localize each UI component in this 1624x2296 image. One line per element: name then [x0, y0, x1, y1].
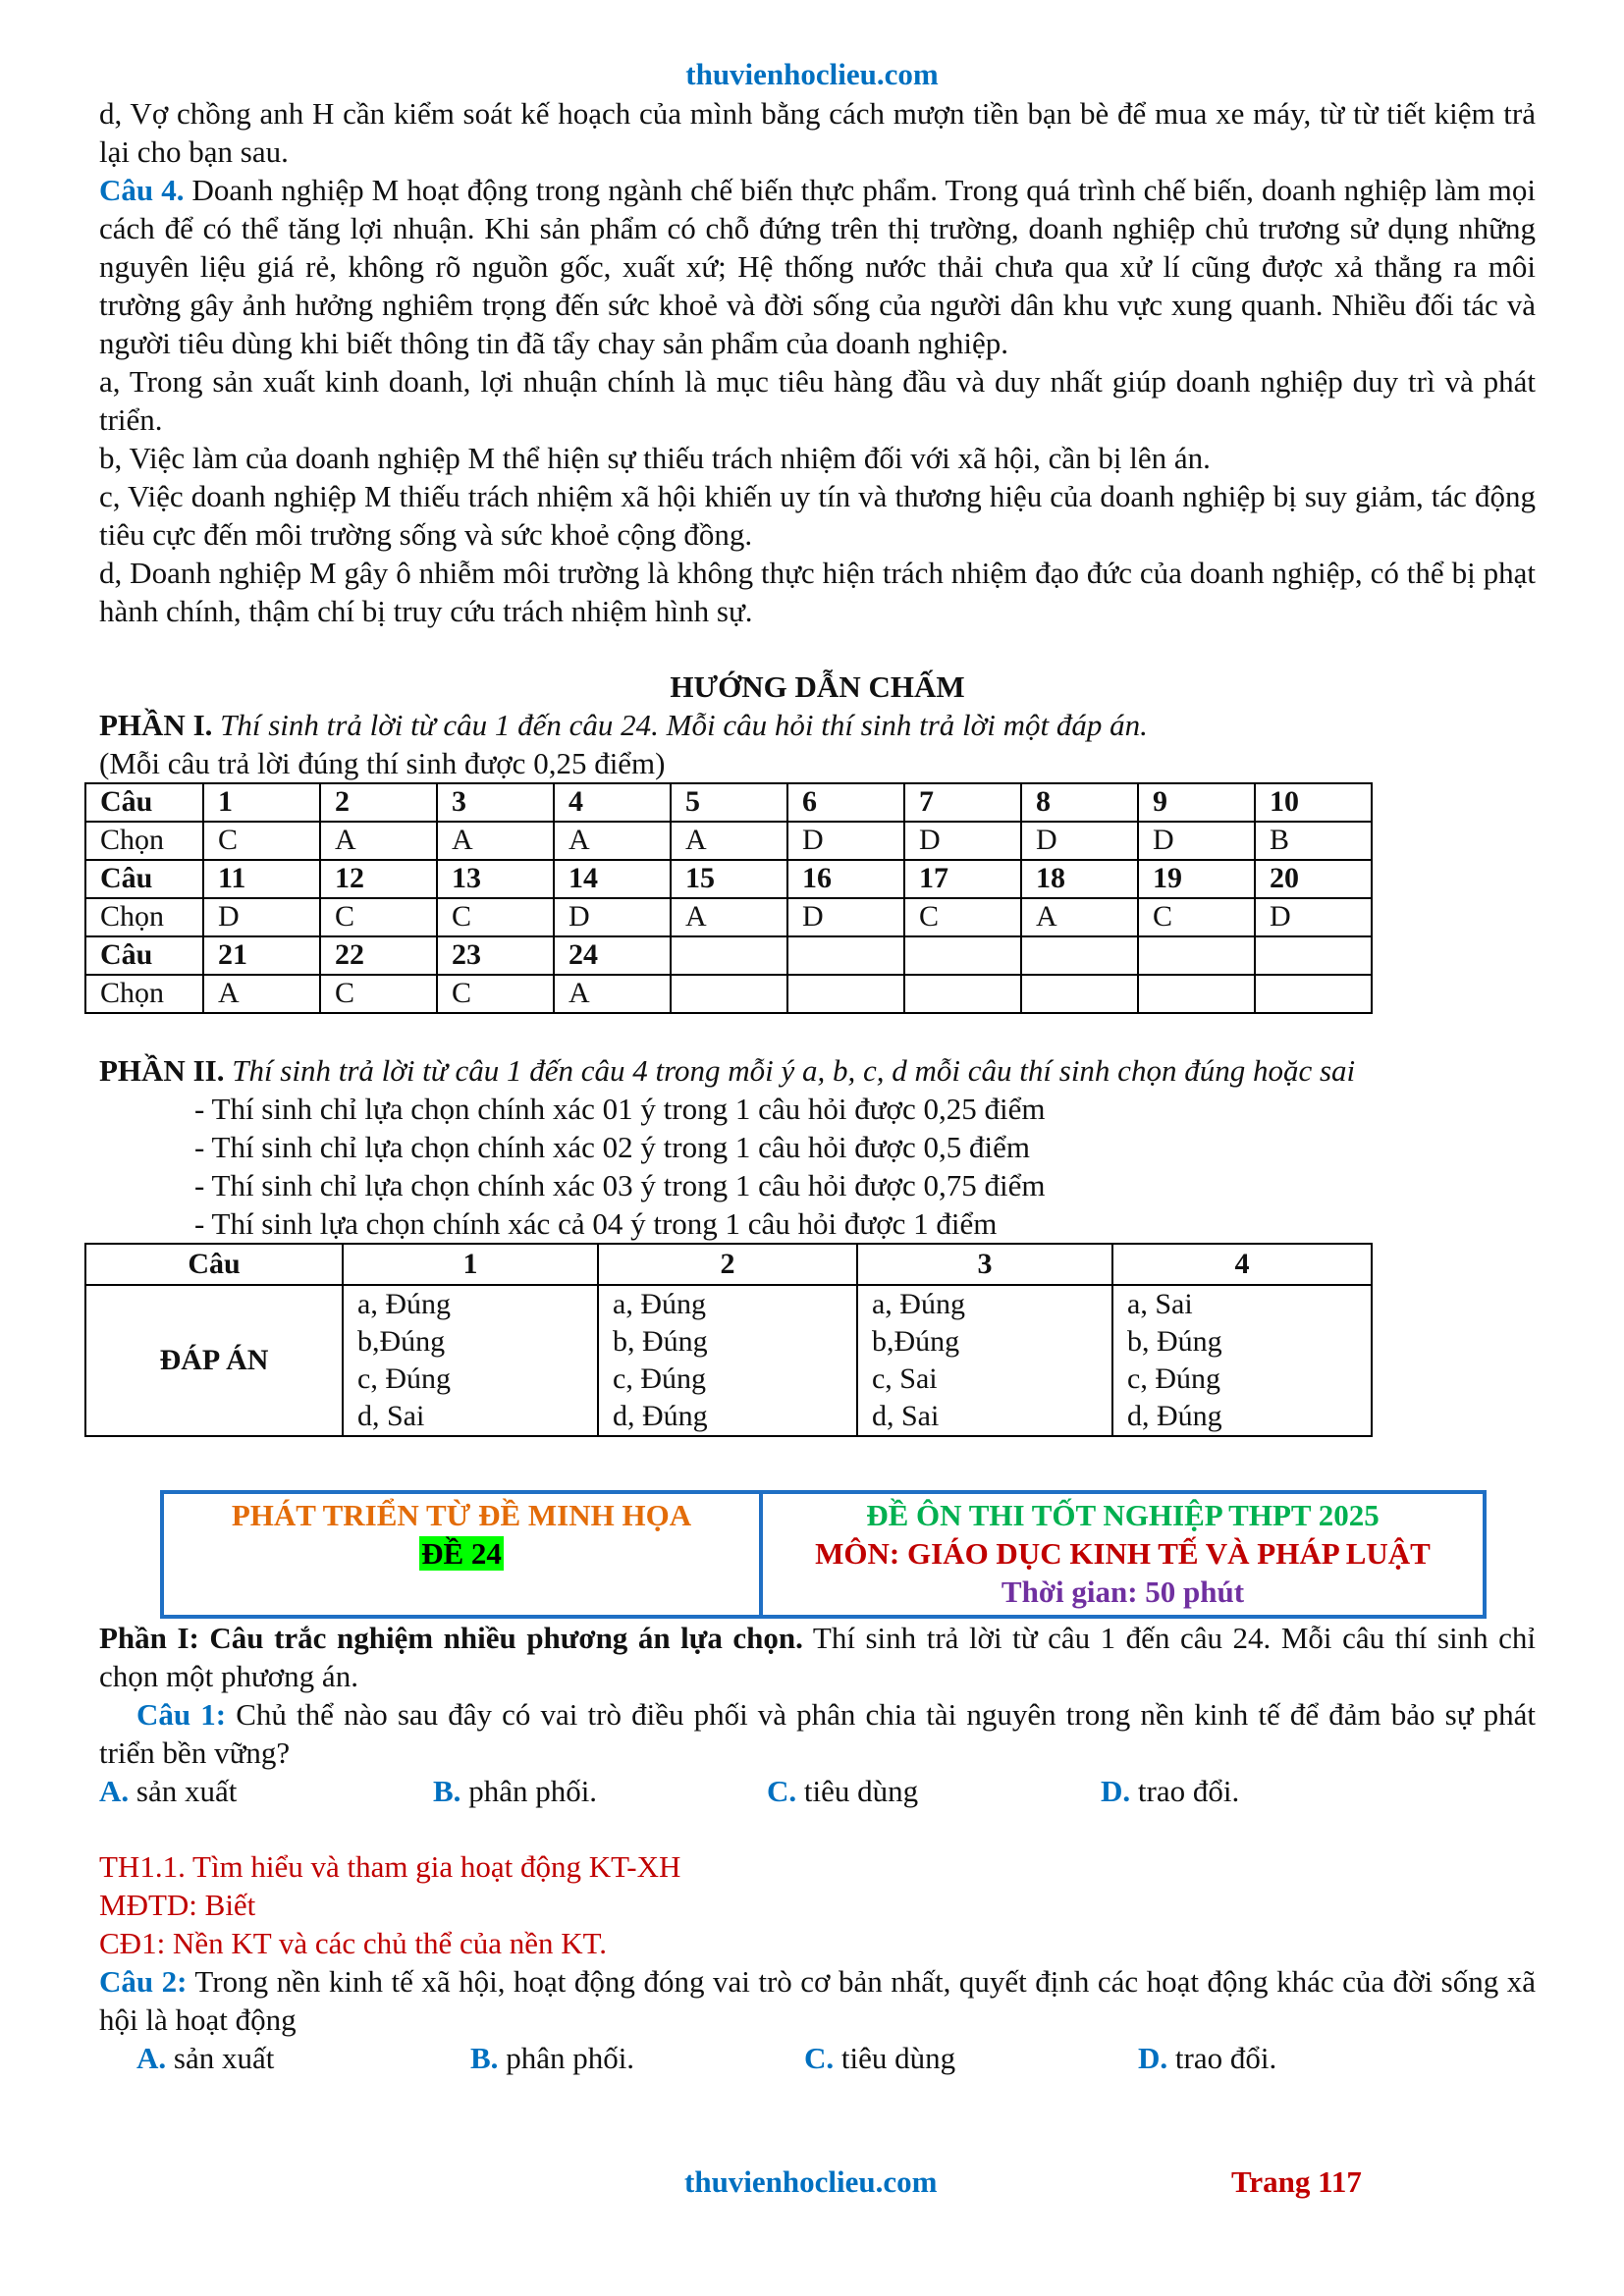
- question-number-cell: 4: [554, 783, 671, 822]
- p2-col-3: [857, 1285, 1112, 1436]
- question-number-cell: [671, 936, 787, 975]
- answer-cell: D: [904, 822, 1021, 860]
- option-key: A.: [99, 1774, 130, 1808]
- scoring-rule: - Thí sinh chỉ lựa chọn chính xác 03 ý trong 1 câu hỏi được 0,75 điểm: [194, 1168, 1046, 1202]
- exam-meta-chapter: CĐ1: Nền KT và các chủ thể của nền KT.: [99, 1926, 608, 1960]
- row-label-question: Câu: [85, 860, 203, 898]
- option-c: [767, 1772, 1101, 1810]
- question-number-cell: 18: [1021, 860, 1138, 898]
- option-d: [1138, 2039, 1472, 2077]
- option-key: D.: [1101, 1774, 1131, 1808]
- exam-question2-text: Trong nền kinh tế xã hội, hoạt động đóng vai trò cơ bản nhất, quyết định các hoạt động khác của đời sống xã hội là hoạt động: [99, 1964, 1536, 2037]
- option-a: [99, 1772, 433, 1810]
- exam-source: PHÁT TRIỂN TỪ ĐỀ MINH HỌA: [231, 1498, 692, 1532]
- exam-subject: MÔN: GIÁO DỤC KINH TẾ VÀ PHÁP LUẬT: [815, 1536, 1431, 1571]
- exam-question2-options: [99, 2039, 1536, 2077]
- exam-part1-text: Thí sinh trả lời từ câu 1 đến câu 24. Mỗi câu thí sinh chỉ chọn một phương án.: [99, 1621, 1537, 1693]
- question-number-cell: [1255, 936, 1372, 975]
- question-number-cell: 11: [203, 860, 320, 898]
- answer-cell: C: [203, 822, 320, 860]
- question-number-cell: 16: [787, 860, 904, 898]
- option-text: tiêu dùng: [834, 2041, 956, 2075]
- exam-number-line: [164, 1534, 759, 1573]
- option-text: tiêu dùng: [796, 1774, 919, 1808]
- question3-item-d: d, Vợ chồng anh H cần kiểm soát kế hoạch của mình bằng cách mượn tiền bạn bè để mua xe máy, từ từ tiết kiệm trả lại cho bạn sau.: [99, 96, 1536, 169]
- answer-row-questions: [85, 783, 1372, 822]
- answer-cell: D: [787, 898, 904, 936]
- answer-cell: D: [1138, 822, 1255, 860]
- answer-cell: D: [1255, 898, 1372, 936]
- option-key: B.: [433, 1774, 461, 1808]
- exam-meta-topic: TH1.1. Tìm hiểu và tham gia hoạt động KT-XH: [99, 1849, 681, 1884]
- p2-cell: a, Sai: [1127, 1288, 1193, 1320]
- question-number-cell: 19: [1138, 860, 1255, 898]
- question-number-cell: 8: [1021, 783, 1138, 822]
- exam-question2-label: Câu 2:: [99, 1964, 188, 1999]
- answer-row-questions: [85, 936, 1372, 975]
- row-label-question: Câu: [85, 936, 203, 975]
- exam-meta-level: MĐTD: Biết: [99, 1888, 256, 1922]
- guide-part1: [99, 706, 1536, 744]
- answer-cell: D: [1021, 822, 1138, 860]
- question-number-cell: 12: [320, 860, 437, 898]
- answer-cell: D: [554, 898, 671, 936]
- guide-part2-text: Thí sinh trả lời từ câu 1 đến câu 4 trong mỗi ý a, b, c, d mỗi câu thí sinh chọn đúng hoặc sai: [224, 1053, 1356, 1088]
- scoring-rule: - Thí sinh lựa chọn chính xác cả 04 ý trong 1 câu hỏi được 1 điểm: [194, 1206, 998, 1241]
- question-number-cell: 13: [437, 860, 554, 898]
- p2-cell: d, Sai: [871, 1400, 940, 1432]
- option-text: phân phối.: [498, 2041, 635, 2075]
- answer-cell: A: [671, 898, 787, 936]
- answer-cell: C: [320, 898, 437, 936]
- p2-header-cau: Câu: [85, 1244, 343, 1285]
- p2-cell: b, Đúng: [1127, 1325, 1222, 1358]
- answer-cell: [904, 975, 1021, 1013]
- scoring-rule: - Thí sinh chỉ lựa chọn chính xác 01 ý trong 1 câu hỏi được 0,25 điểm: [194, 1092, 1046, 1126]
- question-number-cell: 24: [554, 936, 671, 975]
- p2-answer-label: ĐÁP ÁN: [85, 1285, 343, 1436]
- p2-cell: c, Đúng: [1127, 1362, 1220, 1395]
- p2-cell: b, Đúng: [613, 1325, 708, 1358]
- option-text: trao đổi.: [1130, 1774, 1240, 1808]
- answer-cell: [1255, 975, 1372, 1013]
- answer-row-choices: [85, 898, 1372, 936]
- answer-cell: B: [1255, 822, 1372, 860]
- question4-item-b: b, Việc làm của doanh nghiệp M thể hiện sự thiếu trách nhiệm đối với xã hội, cần bị lên án.: [99, 441, 1211, 475]
- answer-cell: A: [671, 822, 787, 860]
- question-number-cell: 5: [671, 783, 787, 822]
- p2-header-1: 1: [343, 1244, 598, 1285]
- option-key: C.: [804, 2041, 835, 2075]
- answer-cell: C: [904, 898, 1021, 936]
- content: [99, 94, 1536, 2077]
- guide-title: HƯỚNG DẪN CHẤM: [670, 669, 965, 704]
- option-text: sản xuất: [166, 2041, 275, 2075]
- p2-cell: d, Đúng: [613, 1400, 708, 1432]
- site-header[interactable]: thuvienhoclieu.com: [685, 57, 939, 91]
- guide-part1-note: (Mỗi câu trả lời đúng thí sinh được 0,25 điểm): [99, 746, 666, 780]
- answer-cell: C: [437, 975, 554, 1013]
- p2-col-2: [598, 1285, 857, 1436]
- exam-question1-text: Chủ thể nào sau đây có vai trò điều phối và phân chia tài nguyên trong nền kinh tế để đảm bảo sự phát triển bền vững?: [99, 1697, 1536, 1770]
- option-key: D.: [1138, 2041, 1168, 2075]
- answer-cell: [1021, 975, 1138, 1013]
- answer-cell: C: [437, 898, 554, 936]
- option-text: sản xuất: [129, 1774, 238, 1808]
- answer-cell: A: [554, 975, 671, 1013]
- exam-part1: [99, 1619, 1536, 1695]
- question-number-cell: 14: [554, 860, 671, 898]
- question-number-cell: [904, 936, 1021, 975]
- exam-question2: [99, 1962, 1536, 2039]
- question-number-cell: [1021, 936, 1138, 975]
- option-b: [470, 2039, 804, 2077]
- exam-question1: [99, 1695, 1536, 1772]
- p2-header-4: 4: [1112, 1244, 1372, 1285]
- answer-table-part2: [84, 1243, 1373, 1437]
- exam-question1-label: Câu 1:: [136, 1697, 227, 1732]
- question4: [99, 171, 1536, 362]
- answer-cell: [1138, 975, 1255, 1013]
- question-number-cell: 21: [203, 936, 320, 975]
- row-label-choice: Chọn: [85, 975, 203, 1013]
- row-label-question: Câu: [85, 783, 203, 822]
- question4-text: Doanh nghiệp M hoạt động trong ngành chế biến thực phẩm. Trong quá trình chế biến, doanh nghiệp làm mọi cách để có thể tăng lợi nhuận. Khi sản phẩm có chỗ đứng trên thị trường, doanh nghiệp chủ trương sử dụng những nguyên liệu giá rẻ, không rõ nguồn gốc, xuất xứ; Hệ thống nước thải chưa qua xử lí cũng được xả thẳng ra môi trường gây ảnh hưởng nghiêm trọng đến sức khoẻ và đời sống của người dân khu vực xung quanh. Nhiều đối tác và người tiêu dùng khi biết thông tin đã tẩy chay sản phẩm của doanh nghiệp.: [99, 173, 1536, 360]
- answer-cell: C: [1138, 898, 1255, 936]
- p2-col-4: [1112, 1285, 1372, 1436]
- page-number: Trang 117: [1231, 2164, 1362, 2199]
- question-number-cell: 7: [904, 783, 1021, 822]
- guide-part1-label: PHẦN I.: [99, 708, 213, 742]
- p2-cell: c, Đúng: [357, 1362, 451, 1395]
- question-number-cell: 3: [437, 783, 554, 822]
- scoring-rule: - Thí sinh chỉ lựa chọn chính xác 02 ý trong 1 câu hỏi được 0,5 điểm: [194, 1130, 1030, 1164]
- p2-cell: c, Đúng: [613, 1362, 706, 1395]
- answer-cell: C: [320, 975, 437, 1013]
- footer-site[interactable]: thuvienhoclieu.com: [684, 2164, 938, 2199]
- option-a: [136, 2039, 470, 2077]
- guide-part2: [99, 1051, 1536, 1090]
- question-number-cell: 6: [787, 783, 904, 822]
- answer-cell: D: [203, 898, 320, 936]
- answer-cell: A: [320, 822, 437, 860]
- answer-cell: A: [437, 822, 554, 860]
- answer-cell: D: [787, 822, 904, 860]
- answer-row-choices: [85, 822, 1372, 860]
- question-number-cell: [1138, 936, 1255, 975]
- question-number-cell: 17: [904, 860, 1021, 898]
- answer-cell: [671, 975, 787, 1013]
- question-number-cell: 15: [671, 860, 787, 898]
- p2-cell: a, Đúng: [613, 1288, 706, 1320]
- row-label-choice: Chọn: [85, 822, 203, 860]
- answer-cell: [787, 975, 904, 1013]
- option-text: phân phối.: [460, 1774, 598, 1808]
- question4-item-c: c, Việc doanh nghiệp M thiếu trách nhiệm xã hội khiến uy tín và thương hiệu của doanh nghiệp bị suy giảm, tác động tiêu cực đến môi trường sống và sức khoẻ cộng đồng.: [99, 479, 1536, 552]
- question-number-cell: 2: [320, 783, 437, 822]
- guide-part1-text: Thí sinh trả lời từ câu 1 đến câu 24. Mỗi câu hỏi thí sinh trả lời một đáp án.: [212, 708, 1148, 742]
- answer-row-questions: [85, 860, 1372, 898]
- row-label-choice: Chọn: [85, 898, 203, 936]
- option-key: C.: [767, 1774, 797, 1808]
- exam-question1-options: [99, 1772, 1536, 1810]
- question-number-cell: 1: [203, 783, 320, 822]
- question4-item-a: a, Trong sản xuất kinh doanh, lợi nhuận chính là mục tiêu hàng đầu và duy nhất giúp doanh nghiệp duy trì và phát triển.: [99, 364, 1536, 437]
- exam-part1-title: Phần I: Câu trắc nghiệm nhiều phương án lựa chọn.: [99, 1621, 803, 1655]
- exam-header-right: [763, 1494, 1483, 1615]
- p2-cell: c, Sai: [871, 1362, 938, 1395]
- guide-part2-label: PHẦN II.: [99, 1053, 225, 1088]
- question-number-cell: [787, 936, 904, 975]
- option-c: [804, 2039, 1138, 2077]
- option-key: B.: [470, 2041, 499, 2075]
- p2-header-3: 3: [857, 1244, 1112, 1285]
- answer-table-part1: [84, 782, 1373, 1014]
- p2-col-1: [343, 1285, 598, 1436]
- p2-cell: d, Đúng: [1127, 1400, 1222, 1432]
- p2-cell: d, Sai: [357, 1400, 425, 1432]
- p2-cell: b,Đúng: [871, 1325, 960, 1358]
- p2-cell: a, Đúng: [871, 1288, 965, 1320]
- p2-cell: a, Đúng: [357, 1288, 451, 1320]
- p2-cell: b,Đúng: [357, 1325, 446, 1358]
- option-key: A.: [136, 2041, 167, 2075]
- option-b: [433, 1772, 767, 1810]
- question-number-cell: 22: [320, 936, 437, 975]
- question-number-cell: 20: [1255, 860, 1372, 898]
- option-text: trao đổi.: [1167, 2041, 1277, 2075]
- question-number-cell: 9: [1138, 783, 1255, 822]
- exam-header-left: [164, 1494, 763, 1615]
- answer-cell: A: [203, 975, 320, 1013]
- answer-cell: A: [554, 822, 671, 860]
- exam-title: ĐỀ ÔN THI TỐT NGHIỆP THPT 2025: [866, 1498, 1380, 1532]
- answer-row-choices: [85, 975, 1372, 1013]
- option-d: [1101, 1772, 1435, 1810]
- question4-item-d: d, Doanh nghiệp M gây ô nhiễm môi trường là không thực hiện trách nhiệm đạo đức của doanh nghiệp, có thể bị phạt hành chính, thậm chí bị truy cứu trách nhiệm hình sự.: [99, 556, 1536, 628]
- exam-header-box: [160, 1490, 1487, 1619]
- question-number-cell: 23: [437, 936, 554, 975]
- question4-label: Câu 4.: [99, 173, 185, 207]
- exam-number: ĐỀ 24: [421, 1536, 502, 1571]
- exam-time: Thời gian: 50 phút: [1001, 1575, 1245, 1609]
- question-number-cell: 10: [1255, 783, 1372, 822]
- answer-cell: A: [1021, 898, 1138, 936]
- p2-header-2: 2: [598, 1244, 857, 1285]
- scoring-rules: [99, 1090, 1536, 1243]
